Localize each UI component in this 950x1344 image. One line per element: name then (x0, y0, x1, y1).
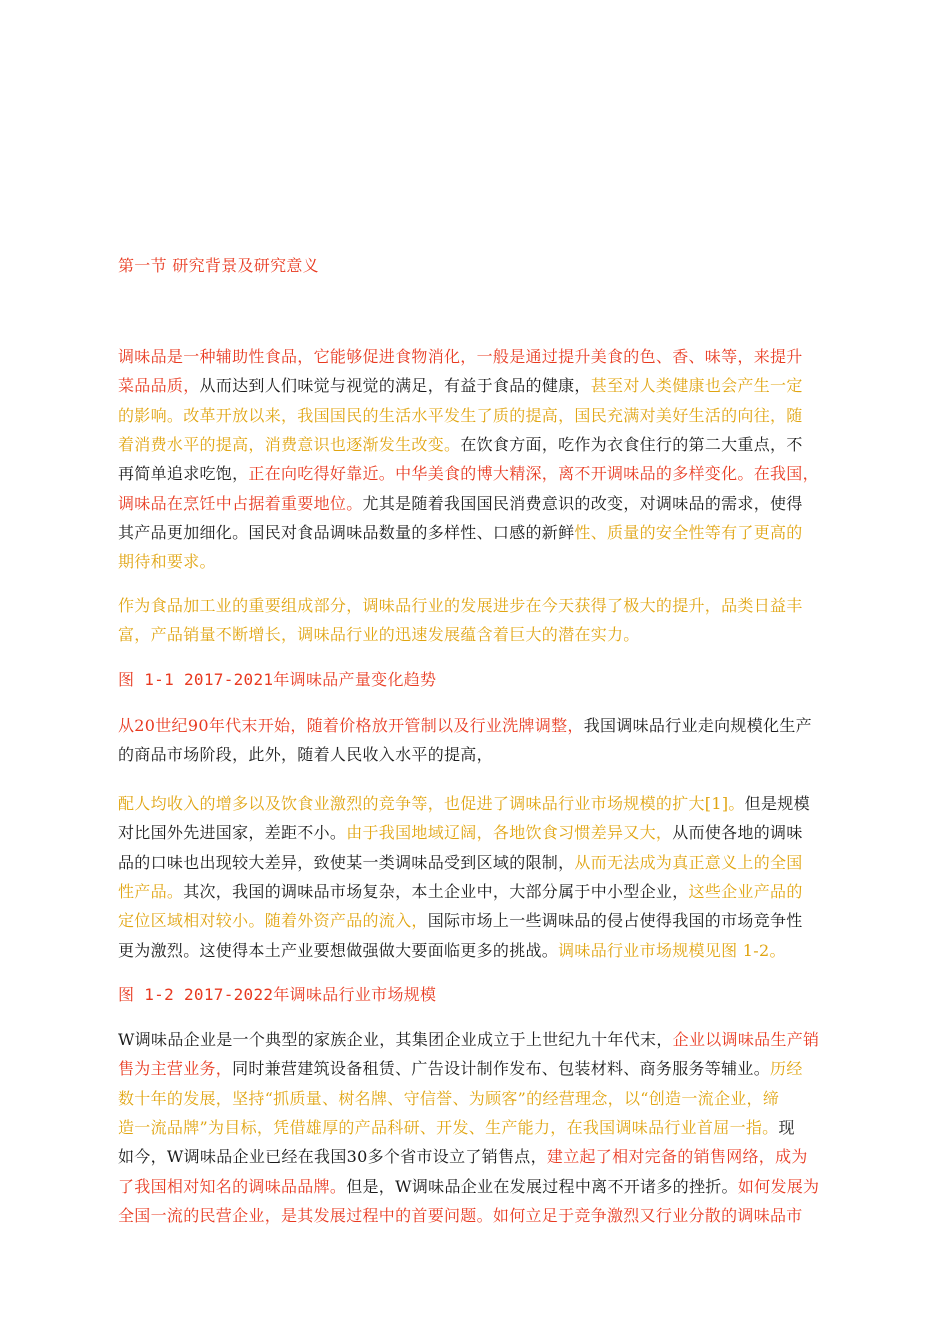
text-run: 但是规模 (744, 794, 810, 813)
text-run: 调味品是一种辅助性食品，它能够促进食物消化，一般是通过提升美食的色、香、味等，来提升 (118, 347, 803, 366)
text-line (118, 625, 640, 645)
text-run: 在饮食方面，吃作为衣食住行的第二大重点，不 (460, 434, 803, 454)
text-line (118, 882, 803, 902)
text-line (118, 1177, 819, 1197)
text-run: 调味品在烹饪中占据着重要地位。 (118, 493, 363, 513)
text-line (118, 376, 803, 396)
text-line (118, 941, 786, 961)
text-run: 品的口味也出现较大差异，致使某一类调味品受到区域的限制， (118, 852, 575, 872)
text-run: 我国调味品行业走向规模化生产 (583, 716, 812, 735)
text-run: 定位区域相对较小。随着外资产品的流入， (118, 911, 428, 931)
text-line (118, 716, 812, 736)
text-run: 但是，W调味品企业在发展过程中离不开诸多的挫折。 (346, 1176, 738, 1196)
section-title: 第一节 研究背景及研究意义 (118, 256, 319, 275)
text-line (118, 494, 803, 514)
text-run: 再简单追求吃饱， (118, 464, 249, 484)
text-line (118, 853, 803, 873)
text-run: 国际市场上一些调味品的侵占使得我国的市场竞争性 (427, 911, 803, 931)
text-run: 现 (778, 1117, 795, 1137)
text-line (118, 911, 803, 931)
text-run: 售为主营业务， (118, 1059, 233, 1079)
text-run: 建立起了相对完备的销售网络，成为 (546, 1147, 808, 1167)
text-run: 期待和要求。 (118, 552, 216, 572)
text-run: 对比国外先进国家，差距不小。 (118, 823, 347, 843)
text-run: 这些企业产品的 (688, 881, 803, 901)
text-line (118, 1030, 819, 1050)
text-run: 从而无法成为真正意义上的全国 (574, 852, 803, 872)
text-line (118, 1206, 803, 1226)
text-run: 调味品行业市场规模见图 1-2。 (558, 940, 786, 960)
text-line (118, 1089, 779, 1109)
text-line (118, 1147, 808, 1167)
text-line (118, 794, 810, 814)
text-run: 甚至对人类健康也会产生一定 (590, 376, 803, 396)
text-run: 的商品市场阶段，此外，随着人民收入水平的提高， (118, 745, 493, 765)
text-run: 尤其是随着我国国民消费意识的改变，对调味品的需求，使得 (362, 493, 803, 513)
text-run: 性产品。 (118, 881, 184, 901)
text-run: 其产品更加细化。国民对食品调味品数量的多样性、口感的新鲜 (118, 522, 575, 542)
text-run: 正在向吃得好靠近。中华美食的博大精深，离不开调味品的多样变化。在我国， (248, 464, 819, 484)
text-run: 同时兼营建筑设备租赁、广告设计制作发布、包装材料、商务服务等辅业。 (232, 1059, 771, 1079)
text-run: 其次，我国的调味品市场复杂，本土企业中，大部分属于中小型企业， (183, 881, 689, 901)
text-run: 全国一流的民营企业，是其发展过程中的首要问题。如何立足于竞争激烈又行业分散的调味品市 (118, 1205, 803, 1225)
text-line (118, 523, 803, 543)
text-line (118, 406, 803, 426)
text-run: 着消费水平的提高，消费意识也逐渐发生改变。 (118, 434, 461, 454)
text-line (118, 596, 803, 616)
text-run: 如何发展为 (737, 1176, 820, 1196)
text-run: 由于我国地域辽阔，各地饮食习惯差异又大， (346, 823, 673, 843)
text-line (118, 823, 803, 843)
text-line (118, 435, 803, 455)
figure-caption-2: 图 1-2 2017-2022年调味品行业市场规模 (118, 985, 437, 1004)
text-run: 更为激烈。这使得本土产业要想做强做大要面临更多的挑战。 (118, 940, 559, 960)
text-line (118, 745, 493, 765)
text-run: W调味品企业是一个典型的家族企业，其集团企业成立于上世纪九十年代末， (118, 1030, 673, 1049)
text-run: 如今，W调味品企业已经在我国30多个省市设立了销售点， (118, 1147, 547, 1167)
text-run: 数十年的发展，坚持“抓质量、树名牌、守信誉、为顾客”的经营理念，以“创造一流企业，缔 (118, 1088, 780, 1108)
text-line (118, 464, 819, 484)
text-run: 性、质量的安全性等有了更高的 (574, 522, 803, 542)
text-run: 历经 (770, 1059, 803, 1079)
text-run: 造一流品牌”为目标，凭借雄厚的产品科研、开发、生产能力，在我国调味品行业首屈一指。 (118, 1117, 779, 1137)
text-line (118, 552, 216, 572)
text-line (118, 1059, 803, 1079)
text-run: 从而达到人们味觉与视觉的满足，有益于食品的健康， (199, 376, 591, 396)
text-run: 配人均收入的增多以及饮食业激烈的竞争等，也促进了调味品行业市场规模的扩大[1]。 (118, 794, 745, 813)
text-run: 了我国相对知名的调味品品牌。 (118, 1176, 347, 1196)
text-run: 的影响。改革开放以来，我国国民的生活水平发生了质的提高，国民充满对美好生活的向往，随 (118, 405, 803, 425)
text-run: 从20世纪90年代末开始，随着价格放开管制以及行业洗牌调整， (118, 716, 584, 735)
text-run: 从而使各地的调味 (672, 823, 803, 843)
text-run: 富，产品销量不断增长，调味品行业的迅速发展蕴含着巨大的潜在实力。 (118, 625, 640, 645)
text-run: 企业以调味品生产销 (672, 1030, 820, 1049)
text-line (118, 347, 803, 367)
text-run: 作为食品加工业的重要组成部分，调味品行业的发展进步在今天获得了极大的提升，品类日益丰 (118, 596, 803, 615)
text-line (118, 1118, 795, 1138)
text-run: 菜品品质， (118, 376, 200, 396)
figure-caption-1: 图 1-1 2017-2021年调味品产量变化趋势 (118, 670, 437, 689)
